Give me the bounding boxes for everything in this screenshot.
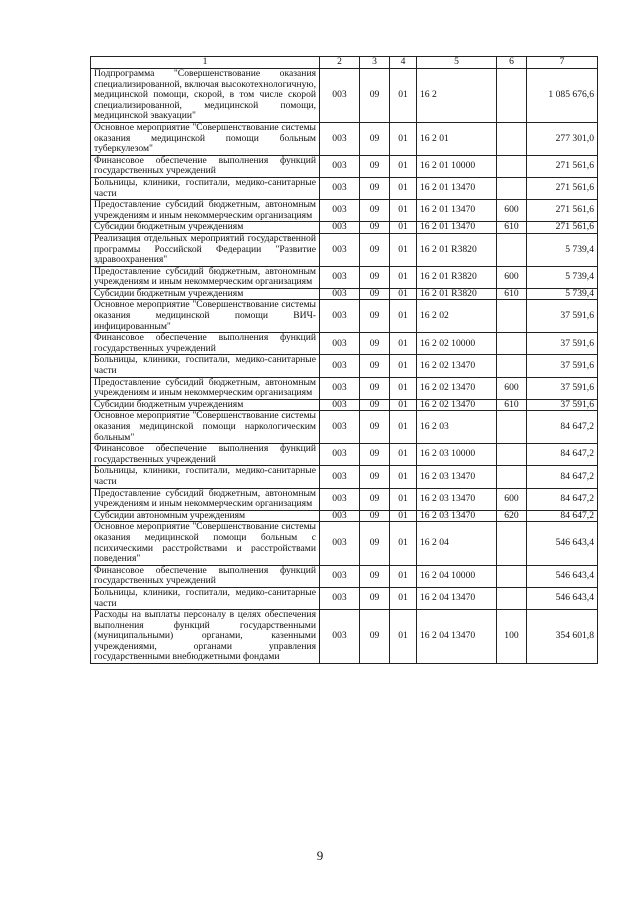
expense-type-cell [497,355,527,377]
expense-type-cell: 600 [497,200,527,222]
expense-type-cell: 600 [497,266,527,288]
section-code-cell: 09 [360,444,390,466]
expense-type-cell [497,411,527,444]
amount-cell: 5 739,4 [527,288,598,300]
section-code-cell: 09 [360,610,390,664]
ministry-code-cell: 003 [320,488,360,510]
expense-type-cell [497,233,527,266]
row-name-cell: Реализация отдельных мероприятий государственной программы Российской Федерации "Развитие здравоохранения" [91,233,320,266]
subsection-code-cell: 01 [390,522,417,565]
target-article-cell: 16 2 01 13470 [417,177,497,199]
row-name-cell: Больницы, клиники, госпитали, медико-санитарные части [91,466,320,488]
ministry-code-cell: 003 [320,300,360,333]
expense-type-cell [497,565,527,587]
subsection-code-cell: 01 [390,300,417,333]
table-row [91,122,598,155]
row-name-cell: Финансовое обеспечение выполнения функций государственных учреждений [91,565,320,587]
expense-type-cell: 600 [497,377,527,399]
subsection-code-cell: 01 [390,587,417,609]
amount-cell: 37 591,6 [527,399,598,411]
subsection-code-cell: 01 [390,411,417,444]
row-name-cell: Финансовое обеспечение выполнения функций государственных учреждений [91,444,320,466]
expense-type-cell [497,522,527,565]
section-code-cell: 09 [360,411,390,444]
row-name-cell: Финансовое обеспечение выполнения функций государственных учреждений [91,333,320,355]
expense-type-cell [497,444,527,466]
ministry-code-cell: 003 [320,288,360,300]
subsection-code-cell: 01 [390,399,417,411]
subsection-code-cell: 01 [390,510,417,522]
target-article-cell: 16 2 01 R3820 [417,233,497,266]
row-name-cell: Больницы, клиники, госпитали, медико-санитарные части [91,177,320,199]
amount-cell: 84 647,2 [527,411,598,444]
section-code-cell: 09 [360,177,390,199]
header-row [91,57,598,69]
subsection-code-cell: 01 [390,466,417,488]
target-article-cell: 16 2 03 10000 [417,444,497,466]
expense-type-cell: 100 [497,610,527,664]
expense-type-cell [497,69,527,123]
row-name-cell: Субсидии бюджетным учреждениям [91,288,320,300]
row-name-cell: Больницы, клиники, госпитали, медико-санитарные части [91,587,320,609]
section-code-cell: 09 [360,69,390,123]
ministry-code-cell: 003 [320,411,360,444]
section-code-cell: 09 [360,288,390,300]
amount-cell: 271 561,6 [527,222,598,234]
page-number: 9 [316,848,324,863]
section-code-cell: 09 [360,300,390,333]
target-article-cell: 16 2 02 13470 [417,355,497,377]
target-article-cell: 16 2 04 10000 [417,565,497,587]
ministry-code-cell: 003 [320,444,360,466]
column-header-expense-type: 6 [497,57,527,69]
column-header-subsection: 4 [390,57,417,69]
section-code-cell: 09 [360,200,390,222]
section-code-cell: 09 [360,466,390,488]
subsection-code-cell: 01 [390,266,417,288]
amount-cell: 1 085 676,6 [527,69,598,123]
target-article-cell: 16 2 02 [417,300,497,333]
expense-type-cell [497,155,527,177]
section-code-cell: 09 [360,565,390,587]
amount-cell: 37 591,6 [527,377,598,399]
target-article-cell: 16 2 01 [417,122,497,155]
table-row [91,222,598,234]
ministry-code-cell: 003 [320,355,360,377]
amount-cell: 354 601,8 [527,610,598,664]
table-row [91,399,598,411]
column-header-section: 3 [360,57,390,69]
table-row [91,444,598,466]
ministry-code-cell: 003 [320,510,360,522]
target-article-cell: 16 2 04 13470 [417,610,497,664]
section-code-cell: 09 [360,377,390,399]
amount-cell: 37 591,6 [527,355,598,377]
ministry-code-cell: 003 [320,266,360,288]
table-row [91,266,598,288]
subsection-code-cell: 01 [390,222,417,234]
amount-cell: 271 561,6 [527,177,598,199]
expense-type-cell: 610 [497,399,527,411]
section-code-cell: 09 [360,233,390,266]
ministry-code-cell: 003 [320,177,360,199]
row-name-cell: Подпрограмма "Совершенствование оказания специализированной, включая высокотехнологичную, медицинской помощи, скорой, в том числе скорой специализированной, медицинской помощи, медицинской эвакуации" [91,69,320,123]
table-row [91,411,598,444]
target-article-cell: 16 2 02 10000 [417,333,497,355]
row-name-cell: Расходы на выплаты персоналу в целях обеспечения выполнения функций государственными (муниципальными) органами, казенными учреждениями, органами управления государственными внебюджетными фондами [91,610,320,664]
row-name-cell: Субсидии автономным учреждениям [91,510,320,522]
ministry-code-cell: 003 [320,155,360,177]
target-article-cell: 16 2 03 13470 [417,510,497,522]
amount-cell: 277 301,0 [527,122,598,155]
table-row [91,587,598,609]
amount-cell: 546 643,4 [527,565,598,587]
target-article-cell: 16 2 [417,69,497,123]
amount-cell: 546 643,4 [527,587,598,609]
target-article-cell: 16 2 04 [417,522,497,565]
table-row [91,69,598,123]
table-row [91,233,598,266]
amount-cell: 84 647,2 [527,488,598,510]
target-article-cell: 16 2 01 R3820 [417,288,497,300]
expense-type-cell: 600 [497,488,527,510]
subsection-code-cell: 01 [390,333,417,355]
row-name-cell: Предоставление субсидий бюджетным, автономным учреждениям и иным некоммерческим организациям [91,377,320,399]
expense-type-cell [497,466,527,488]
expense-type-cell: 620 [497,510,527,522]
subsection-code-cell: 01 [390,69,417,123]
subsection-code-cell: 01 [390,233,417,266]
subsection-code-cell: 01 [390,155,417,177]
expense-type-cell: 610 [497,222,527,234]
table-row [91,377,598,399]
ministry-code-cell: 003 [320,587,360,609]
section-code-cell: 09 [360,355,390,377]
amount-cell: 5 739,4 [527,233,598,266]
subsection-code-cell: 01 [390,377,417,399]
ministry-code-cell: 003 [320,233,360,266]
table-row [91,177,598,199]
ministry-code-cell: 003 [320,466,360,488]
column-header-name: 1 [91,57,320,69]
ministry-code-cell: 003 [320,69,360,123]
section-code-cell: 09 [360,266,390,288]
ministry-code-cell: 003 [320,200,360,222]
amount-cell: 546 643,4 [527,522,598,565]
expense-type-cell [497,300,527,333]
amount-cell: 271 561,6 [527,155,598,177]
target-article-cell: 16 2 01 R3820 [417,266,497,288]
subsection-code-cell: 01 [390,610,417,664]
amount-cell: 37 591,6 [527,333,598,355]
section-code-cell: 09 [360,488,390,510]
target-article-cell: 16 2 04 13470 [417,587,497,609]
table-row [91,155,598,177]
target-article-cell: 16 2 03 [417,411,497,444]
ministry-code-cell: 003 [320,377,360,399]
row-name-cell: Предоставление субсидий бюджетным, автономным учреждениям и иным некоммерческим организациям [91,488,320,510]
target-article-cell: 16 2 02 13470 [417,399,497,411]
column-header-amount: 7 [527,57,598,69]
expense-type-cell [497,177,527,199]
section-code-cell: 09 [360,399,390,411]
expense-type-cell [497,122,527,155]
ministry-code-cell: 003 [320,122,360,155]
budget-table [90,56,598,664]
table-row [91,333,598,355]
table-row [91,288,598,300]
section-code-cell: 09 [360,333,390,355]
ministry-code-cell: 003 [320,399,360,411]
subsection-code-cell: 01 [390,444,417,466]
target-article-cell: 16 2 01 10000 [417,155,497,177]
column-header-target: 5 [417,57,497,69]
subsection-code-cell: 01 [390,122,417,155]
amount-cell: 5 739,4 [527,266,598,288]
target-article-cell: 16 2 01 13470 [417,200,497,222]
table-row [91,200,598,222]
ministry-code-cell: 003 [320,610,360,664]
table-row [91,488,598,510]
section-code-cell: 09 [360,510,390,522]
amount-cell: 271 561,6 [527,200,598,222]
expense-type-cell [497,587,527,609]
subsection-code-cell: 01 [390,488,417,510]
amount-cell: 84 647,2 [527,444,598,466]
row-name-cell: Основное мероприятие "Совершенствование системы оказания медицинской помощи наркологическим больным" [91,411,320,444]
target-article-cell: 16 2 01 13470 [417,222,497,234]
row-name-cell: Предоставление субсидий бюджетным, автономным учреждениям и иным некоммерческим организациям [91,266,320,288]
table-row [91,355,598,377]
subsection-code-cell: 01 [390,200,417,222]
amount-cell: 37 591,6 [527,300,598,333]
target-article-cell: 16 2 02 13470 [417,377,497,399]
table-row [91,522,598,565]
amount-cell: 84 647,2 [527,466,598,488]
row-name-cell: Основное мероприятие "Совершенствование системы оказания медицинской помощи ВИЧ-инфицированным" [91,300,320,333]
table-row [91,300,598,333]
row-name-cell: Субсидии бюджетным учреждениям [91,399,320,411]
target-article-cell: 16 2 03 13470 [417,466,497,488]
row-name-cell: Больницы, клиники, госпитали, медико-санитарные части [91,355,320,377]
subsection-code-cell: 01 [390,288,417,300]
table-row [91,466,598,488]
ministry-code-cell: 003 [320,333,360,355]
amount-cell: 84 647,2 [527,510,598,522]
row-name-cell: Финансовое обеспечение выполнения функций государственных учреждений [91,155,320,177]
row-name-cell: Предоставление субсидий бюджетным, автономным учреждениям и иным некоммерческим организациям [91,200,320,222]
section-code-cell: 09 [360,522,390,565]
row-name-cell: Основное мероприятие "Совершенствование системы оказания медицинской помощи больным с психическими расстройствами и расстройствами поведения" [91,522,320,565]
row-name-cell: Субсидии бюджетным учреждениям [91,222,320,234]
table-row [91,610,598,664]
column-header-ministry: 2 [320,57,360,69]
section-code-cell: 09 [360,587,390,609]
ministry-code-cell: 003 [320,222,360,234]
subsection-code-cell: 01 [390,565,417,587]
ministry-code-cell: 003 [320,565,360,587]
table-row [91,510,598,522]
section-code-cell: 09 [360,122,390,155]
subsection-code-cell: 01 [390,177,417,199]
section-code-cell: 09 [360,222,390,234]
target-article-cell: 16 2 03 13470 [417,488,497,510]
row-name-cell: Основное мероприятие "Совершенствование системы оказания медицинской помощи больным туберкулезом" [91,122,320,155]
ministry-code-cell: 003 [320,522,360,565]
expense-type-cell [497,333,527,355]
table-row [91,565,598,587]
section-code-cell: 09 [360,155,390,177]
expense-type-cell: 610 [497,288,527,300]
subsection-code-cell: 01 [390,355,417,377]
